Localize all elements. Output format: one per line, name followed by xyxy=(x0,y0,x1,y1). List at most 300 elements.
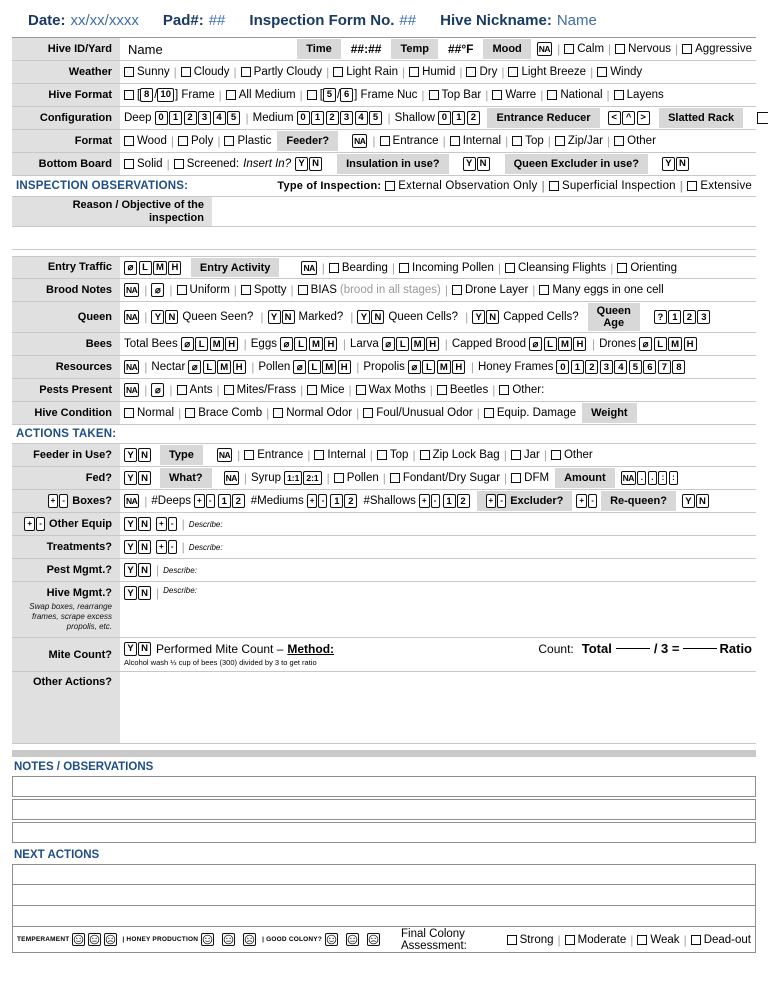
larva-levels[interactable] xyxy=(382,337,441,351)
checkbox-icon[interactable] xyxy=(691,935,701,945)
insulation-yes[interactable]: Y xyxy=(463,157,476,171)
reducer-up-icon[interactable]: ^ xyxy=(622,111,635,125)
honey-happy-icon[interactable] xyxy=(201,933,214,946)
feeder-option-zip-jar[interactable] xyxy=(555,135,603,147)
shallows-minus-icon[interactable]: - xyxy=(431,494,440,508)
checkbox-icon[interactable] xyxy=(226,90,236,100)
frame-count-8[interactable]: 8 xyxy=(140,88,153,102)
marked-no[interactable]: N xyxy=(282,310,295,324)
medium-1[interactable]: 1 xyxy=(311,111,324,125)
brood-na-token[interactable]: NA xyxy=(124,283,139,297)
hive-format-option-frame-nuc[interactable] xyxy=(307,88,418,102)
mite-count-total-input[interactable] xyxy=(616,648,650,649)
checkbox-icon[interactable] xyxy=(124,136,134,146)
brood-zero-token[interactable]: ⌀ xyxy=(151,283,164,297)
queen-age-1[interactable]: 1 xyxy=(668,310,681,324)
temperament-sad-icon[interactable] xyxy=(104,933,117,946)
checkbox-icon[interactable] xyxy=(511,450,521,460)
deeps-count-1[interactable]: 1 xyxy=(218,494,231,508)
feeder-na-token[interactable]: NA xyxy=(352,134,367,148)
feeder-option-other[interactable] xyxy=(614,135,656,147)
insulation-no[interactable]: N xyxy=(477,157,490,171)
queen-age-3[interactable]: 3 xyxy=(697,310,710,324)
next-actions-line-2[interactable] xyxy=(12,885,756,906)
mite-count-yes[interactable]: Y xyxy=(124,642,137,656)
deeps-minus-icon[interactable]: - xyxy=(206,494,215,508)
temperament-neutral-icon[interactable] xyxy=(88,933,101,946)
propolis-levels[interactable] xyxy=(408,360,467,374)
checkbox-icon[interactable] xyxy=(333,67,343,77)
final-option-strong[interactable] xyxy=(507,934,554,946)
excluder-step-plus-icon[interactable]: + xyxy=(576,494,587,508)
checkbox-icon[interactable] xyxy=(409,67,419,77)
boxes-plus-icon[interactable]: + xyxy=(48,494,59,508)
medium-2[interactable]: 2 xyxy=(326,111,339,125)
checkbox-icon[interactable] xyxy=(505,263,515,273)
checkbox-icon[interactable] xyxy=(564,44,574,54)
checkbox-icon[interactable] xyxy=(363,408,373,418)
pest-option-ants[interactable] xyxy=(177,384,213,396)
notes-line-1[interactable] xyxy=(12,776,756,797)
feeder-type-na[interactable]: NA xyxy=(217,448,232,462)
mood-option-calm[interactable] xyxy=(564,43,604,55)
condition-option-foul-odor[interactable] xyxy=(363,407,473,419)
checkbox-icon[interactable] xyxy=(420,450,430,460)
feeder-option-internal[interactable] xyxy=(450,135,501,147)
temperament-happy-icon[interactable] xyxy=(72,933,85,946)
medium-4[interactable]: 4 xyxy=(355,111,368,125)
level-none[interactable]: ⌀ xyxy=(181,337,194,351)
checkbox-icon[interactable] xyxy=(484,408,494,418)
boxes-na-token[interactable]: NA xyxy=(124,494,139,508)
mediums-minus-icon[interactable]: - xyxy=(318,494,327,508)
time-value[interactable]: ##:## xyxy=(350,42,382,56)
pest-option-mites-frass[interactable] xyxy=(224,384,296,396)
level-medium[interactable]: M xyxy=(309,337,323,351)
queen-age-values[interactable] xyxy=(654,310,712,324)
level-none[interactable]: ⌀ xyxy=(639,337,652,351)
level-medium[interactable]: M xyxy=(411,337,425,351)
brood-option-spotty[interactable] xyxy=(241,284,287,296)
brood-option-many-eggs[interactable] xyxy=(539,284,663,296)
checkbox-icon[interactable] xyxy=(492,90,502,100)
checkbox-icon[interactable] xyxy=(614,90,624,100)
checkbox-icon[interactable] xyxy=(615,44,625,54)
hive-mgmt-no[interactable]: N xyxy=(138,586,151,600)
good-colony-happy-icon[interactable] xyxy=(325,933,338,946)
level-low[interactable]: L xyxy=(308,360,321,374)
deep-4[interactable]: 4 xyxy=(213,111,226,125)
checkbox-icon[interactable] xyxy=(181,67,191,77)
fed-no[interactable]: N xyxy=(138,471,151,485)
resources-na-token[interactable]: NA xyxy=(124,360,139,374)
fed-amount-controls[interactable] xyxy=(621,471,680,485)
amount-na-token[interactable]: NA xyxy=(621,471,636,485)
level-none[interactable]: ⌀ xyxy=(408,360,421,374)
hive-mgmt-describe-input[interactable] xyxy=(197,586,752,632)
amount-box-1[interactable]: . xyxy=(637,471,646,485)
nuc-count-5[interactable]: 5 xyxy=(323,88,336,102)
temp-value[interactable]: ##°F xyxy=(447,42,474,56)
checkbox-icon[interactable] xyxy=(241,285,251,295)
level-none[interactable]: ⌀ xyxy=(529,337,542,351)
requeen-no[interactable]: N xyxy=(696,494,709,508)
notes-line-3[interactable] xyxy=(12,822,756,843)
honey-frames-values[interactable] xyxy=(556,360,687,374)
checkbox-icon[interactable] xyxy=(429,90,439,100)
level-medium[interactable]: M xyxy=(217,360,231,374)
fed-na-token[interactable]: NA xyxy=(224,471,239,485)
honey-2[interactable]: 2 xyxy=(585,360,598,374)
deeps-plus-icon[interactable]: + xyxy=(194,494,205,508)
checkbox-icon[interactable] xyxy=(380,136,390,146)
hive-format-option-national[interactable] xyxy=(547,89,602,101)
level-none[interactable]: ⌀ xyxy=(293,360,306,374)
frame-count-10[interactable]: 10 xyxy=(157,88,174,102)
level-high[interactable]: H xyxy=(324,337,337,351)
feeder-in-use-no[interactable]: N xyxy=(138,448,151,462)
fed-option-fondant[interactable] xyxy=(390,472,500,484)
brood-option-uniform[interactable] xyxy=(177,284,230,296)
level-high[interactable]: H xyxy=(338,360,351,374)
fed-option-dfm[interactable] xyxy=(511,472,549,484)
checkbox-icon[interactable] xyxy=(273,408,283,418)
checkbox-icon[interactable] xyxy=(512,136,522,146)
other-actions-input[interactable] xyxy=(120,672,756,743)
level-high[interactable]: H xyxy=(426,337,439,351)
checkbox-icon[interactable] xyxy=(614,136,624,146)
condition-option-brace-comb[interactable] xyxy=(185,407,262,419)
other-equip-minus-icon[interactable]: - xyxy=(36,517,45,531)
drones-levels[interactable] xyxy=(639,337,698,351)
bottom-board-option-screened[interactable] xyxy=(174,158,239,170)
form-no-value[interactable]: ## xyxy=(399,12,417,29)
checkbox-icon[interactable] xyxy=(377,450,387,460)
checkbox-icon[interactable] xyxy=(499,385,509,395)
deep-1[interactable]: 1 xyxy=(169,111,182,125)
weather-option-dry[interactable] xyxy=(466,66,497,78)
pest-mgmt-describe-input[interactable] xyxy=(197,561,752,580)
excluder-plus-icon[interactable]: + xyxy=(486,494,497,508)
mood-option-nervous[interactable] xyxy=(615,43,671,55)
checkbox-icon[interactable] xyxy=(298,285,308,295)
level-high[interactable]: H xyxy=(225,337,238,351)
medium-count-group[interactable] xyxy=(297,111,384,125)
amount-box-2[interactable]: . xyxy=(648,471,657,485)
level-low[interactable]: L xyxy=(139,261,152,275)
other-equip-no[interactable]: N xyxy=(138,517,151,531)
other-equip-describe-input[interactable] xyxy=(223,515,752,534)
treatments-plus-icon[interactable]: + xyxy=(156,540,167,554)
mediums-plus-icon[interactable]: + xyxy=(307,494,318,508)
feeder-type-jar[interactable] xyxy=(511,449,540,461)
medium-5[interactable]: 5 xyxy=(369,111,382,125)
level-high[interactable]: H xyxy=(684,337,697,351)
checkbox-icon[interactable] xyxy=(124,159,134,169)
shallows-count-2[interactable]: 2 xyxy=(457,494,470,508)
level-medium[interactable]: M xyxy=(558,337,572,351)
honey-1[interactable]: 1 xyxy=(571,360,584,374)
mediums-count-2[interactable]: 2 xyxy=(344,494,357,508)
insert-in-yes[interactable]: Y xyxy=(295,157,308,171)
honey-6[interactable]: 6 xyxy=(643,360,656,374)
pest-option-beetles[interactable] xyxy=(437,384,488,396)
pest-mgmt-yes[interactable]: Y xyxy=(124,563,137,577)
mite-count-ratio-input[interactable] xyxy=(683,648,717,649)
checkbox-icon[interactable] xyxy=(507,935,517,945)
other-equip-step-plus-icon[interactable]: + xyxy=(156,517,167,531)
marked-yes[interactable]: Y xyxy=(268,310,281,324)
mediums-count-1[interactable]: 1 xyxy=(330,494,343,508)
feeder-type-internal[interactable] xyxy=(314,449,365,461)
capped-brood-levels[interactable] xyxy=(529,337,588,351)
weather-option-windy[interactable] xyxy=(597,66,642,78)
nectar-levels[interactable] xyxy=(188,360,247,374)
checkbox-icon[interactable] xyxy=(385,181,395,191)
deeps-count-2[interactable]: 2 xyxy=(232,494,245,508)
entry-activity-bearding[interactable] xyxy=(329,262,388,274)
checkbox-icon[interactable] xyxy=(329,263,339,273)
condition-option-normal[interactable] xyxy=(124,407,174,419)
other-equip-yes[interactable]: Y xyxy=(124,517,137,531)
treatments-minus-icon[interactable]: - xyxy=(168,540,177,554)
hive-format-option-warre[interactable] xyxy=(492,89,536,101)
requeen-yes[interactable]: Y xyxy=(682,494,695,508)
checkbox-icon[interactable] xyxy=(314,450,324,460)
checkbox-icon[interactable] xyxy=(177,285,187,295)
capped-cells-yes[interactable]: Y xyxy=(472,310,485,324)
brood-option-bias[interactable] xyxy=(298,284,441,296)
checkbox-icon[interactable] xyxy=(549,181,559,191)
shallow-2[interactable]: 2 xyxy=(467,111,480,125)
level-low[interactable]: L xyxy=(654,337,667,351)
entry-activity-cleansing-flights[interactable] xyxy=(505,262,606,274)
treatments-describe-input[interactable] xyxy=(223,538,752,557)
checkbox-icon[interactable] xyxy=(450,136,460,146)
inspection-type-external[interactable] xyxy=(385,180,537,192)
queen-excluder-no[interactable]: N xyxy=(676,157,689,171)
level-low[interactable]: L xyxy=(203,360,216,374)
honey-3[interactable]: 3 xyxy=(600,360,613,374)
weather-option-sunny[interactable] xyxy=(124,66,170,78)
excluder-minus-icon[interactable]: - xyxy=(497,494,506,508)
brood-option-drone-layer[interactable] xyxy=(452,284,528,296)
fed-yes[interactable]: Y xyxy=(124,471,137,485)
checkbox-icon[interactable] xyxy=(687,181,697,191)
checkbox-icon[interactable] xyxy=(174,159,184,169)
notes-line-2[interactable] xyxy=(12,799,756,820)
reducer-right-icon[interactable]: > xyxy=(637,111,650,125)
format-option-wood[interactable] xyxy=(124,135,167,147)
weight-input[interactable] xyxy=(637,404,752,423)
inspection-type-superficial[interactable] xyxy=(549,180,676,192)
checkbox-icon[interactable] xyxy=(307,385,317,395)
other-equip-step-minus-icon[interactable]: - xyxy=(168,517,177,531)
checkbox-icon[interactable] xyxy=(334,473,344,483)
queen-age-unknown[interactable]: ? xyxy=(654,310,667,324)
medium-0[interactable]: 0 xyxy=(297,111,310,125)
level-medium[interactable]: M xyxy=(322,360,336,374)
checkbox-icon[interactable] xyxy=(637,935,647,945)
checkbox-icon[interactable] xyxy=(178,136,188,146)
reason-extra-input[interactable] xyxy=(12,227,756,249)
nuc-count-6[interactable]: 6 xyxy=(340,88,353,102)
weather-option-humid[interactable] xyxy=(409,66,455,78)
deep-5[interactable]: 5 xyxy=(227,111,240,125)
checkbox-icon[interactable] xyxy=(511,473,521,483)
capped-cells-no[interactable]: N xyxy=(486,310,499,324)
weather-option-partly-cloudy[interactable] xyxy=(241,66,322,78)
feeder-type-top[interactable] xyxy=(377,449,409,461)
pest-mgmt-no[interactable]: N xyxy=(138,563,151,577)
shallow-0[interactable]: 0 xyxy=(438,111,451,125)
feeder-type-other[interactable] xyxy=(551,449,593,461)
level-medium[interactable]: M xyxy=(153,261,167,275)
insert-in-no[interactable]: N xyxy=(309,157,322,171)
medium-3[interactable]: 3 xyxy=(340,111,353,125)
queen-seen-no[interactable]: N xyxy=(165,310,178,324)
checkbox-icon[interactable] xyxy=(241,67,251,77)
checkbox-icon[interactable] xyxy=(565,935,575,945)
mite-count-no[interactable]: N xyxy=(138,642,151,656)
eggs-levels[interactable] xyxy=(280,337,339,351)
level-medium[interactable]: M xyxy=(437,360,451,374)
checkbox-icon[interactable] xyxy=(390,473,400,483)
level-high[interactable]: H xyxy=(573,337,586,351)
queen-cells-yes[interactable]: Y xyxy=(357,310,370,324)
slatted-rack-checkbox[interactable] xyxy=(757,112,768,124)
hive-format-option-layens[interactable] xyxy=(614,89,664,101)
deep-count-group[interactable] xyxy=(155,111,242,125)
hive-format-option-all-medium[interactable] xyxy=(226,89,296,101)
level-medium[interactable]: M xyxy=(210,337,224,351)
deep-2[interactable]: 2 xyxy=(184,111,197,125)
hive-name-input[interactable]: Name xyxy=(128,41,163,57)
pest-option-other[interactable] xyxy=(499,384,544,396)
honey-0[interactable]: 0 xyxy=(556,360,569,374)
checkbox-icon[interactable] xyxy=(597,67,607,77)
entrance-reducer-controls[interactable] xyxy=(608,111,652,125)
fed-option-pollen[interactable] xyxy=(334,472,379,484)
inspection-type-extensive[interactable] xyxy=(687,180,752,192)
pest-option-mice[interactable] xyxy=(307,384,344,396)
pad-value[interactable]: ## xyxy=(208,12,226,29)
weather-option-cloudy[interactable] xyxy=(181,66,230,78)
checkbox-icon[interactable] xyxy=(224,385,234,395)
mood-na-token[interactable]: NA xyxy=(537,42,552,56)
next-actions-line-3[interactable] xyxy=(12,906,756,927)
level-medium[interactable]: M xyxy=(668,337,682,351)
level-high[interactable]: H xyxy=(233,360,246,374)
reducer-left-icon[interactable]: < xyxy=(608,111,621,125)
deep-3[interactable]: 3 xyxy=(198,111,211,125)
pests-na-token[interactable]: NA xyxy=(124,383,139,397)
date-value[interactable]: xx/xx/xxxx xyxy=(70,12,139,29)
honey-5[interactable]: 5 xyxy=(629,360,642,374)
checkbox-icon[interactable] xyxy=(124,408,134,418)
mood-option-aggressive[interactable] xyxy=(682,43,752,55)
level-low[interactable]: L xyxy=(396,337,409,351)
next-actions-line-1[interactable] xyxy=(12,864,756,885)
feeder-type-entrance[interactable] xyxy=(244,449,303,461)
checkbox-icon[interactable] xyxy=(682,44,692,54)
entry-activity-incoming-pollen[interactable] xyxy=(399,262,494,274)
checkbox-icon[interactable] xyxy=(399,263,409,273)
level-none[interactable]: ⌀ xyxy=(124,261,137,275)
entry-activity-na[interactable]: NA xyxy=(301,261,316,275)
honey-sad-icon[interactable] xyxy=(243,933,256,946)
level-none[interactable]: ⌀ xyxy=(188,360,201,374)
checkbox-icon[interactable] xyxy=(508,67,518,77)
checkbox-icon[interactable] xyxy=(547,90,557,100)
checkbox-icon[interactable] xyxy=(356,385,366,395)
checkbox-icon[interactable] xyxy=(452,285,462,295)
checkbox-icon[interactable] xyxy=(185,408,195,418)
boxes-minus-icon[interactable]: - xyxy=(59,494,68,508)
other-equip-plus-icon[interactable]: + xyxy=(24,517,35,531)
shallows-plus-icon[interactable]: + xyxy=(419,494,430,508)
hive-format-option-frame[interactable] xyxy=(124,88,215,102)
checkbox-icon[interactable] xyxy=(555,136,565,146)
queen-na-token[interactable]: NA xyxy=(124,310,139,324)
level-none[interactable]: ⌀ xyxy=(382,337,395,351)
final-option-weak[interactable] xyxy=(637,934,679,946)
bottom-board-option-solid[interactable] xyxy=(124,158,163,170)
queen-age-2[interactable]: 2 xyxy=(683,310,696,324)
checkbox-icon[interactable] xyxy=(617,263,627,273)
weather-option-light-rain[interactable] xyxy=(333,66,398,78)
final-option-moderate[interactable] xyxy=(565,934,627,946)
pests-zero-token[interactable]: ⌀ xyxy=(151,383,164,397)
pest-option-wax-moths[interactable] xyxy=(356,384,426,396)
entry-activity-orienting[interactable] xyxy=(617,262,677,274)
feeder-option-top[interactable] xyxy=(512,135,544,147)
excluder-step-minus-icon[interactable]: - xyxy=(588,494,597,508)
treatments-yes[interactable]: Y xyxy=(124,540,137,554)
nickname-value[interactable]: Name xyxy=(556,12,597,29)
checkbox-icon[interactable] xyxy=(124,90,134,100)
condition-option-equip-damage[interactable] xyxy=(484,407,576,419)
level-low[interactable]: L xyxy=(544,337,557,351)
final-option-dead-out[interactable] xyxy=(691,934,751,946)
syrup-1-1[interactable]: 1:1 xyxy=(284,471,302,485)
checkbox-icon[interactable] xyxy=(551,450,561,460)
level-low[interactable]: L xyxy=(294,337,307,351)
weather-option-light-breeze[interactable] xyxy=(508,66,586,78)
treatments-no[interactable]: N xyxy=(138,540,151,554)
syrup-2-1[interactable]: 2:1 xyxy=(303,471,321,485)
format-option-poly[interactable] xyxy=(178,135,213,147)
feeder-option-entrance[interactable] xyxy=(380,135,439,147)
condition-option-normal-odor[interactable] xyxy=(273,407,352,419)
reason-input[interactable] xyxy=(212,197,756,226)
entry-traffic-levels[interactable] xyxy=(124,261,183,275)
queen-seen-yes[interactable]: Y xyxy=(151,310,164,324)
hive-format-option-top-bar[interactable] xyxy=(429,89,482,101)
checkbox-icon[interactable] xyxy=(437,385,447,395)
feeder-type-zip-lock-bag[interactable] xyxy=(420,449,500,461)
checkbox-icon[interactable] xyxy=(466,67,476,77)
queen-cells-no[interactable]: N xyxy=(371,310,384,324)
checkbox-icon[interactable] xyxy=(307,90,317,100)
feeder-in-use-yes[interactable]: Y xyxy=(124,448,137,462)
shallow-1[interactable]: 1 xyxy=(452,111,465,125)
shallows-count-1[interactable]: 1 xyxy=(443,494,456,508)
good-colony-neutral-icon[interactable] xyxy=(346,933,359,946)
total-bees-levels[interactable] xyxy=(181,337,240,351)
pollen-levels[interactable] xyxy=(293,360,352,374)
checkbox-icon[interactable] xyxy=(177,385,187,395)
